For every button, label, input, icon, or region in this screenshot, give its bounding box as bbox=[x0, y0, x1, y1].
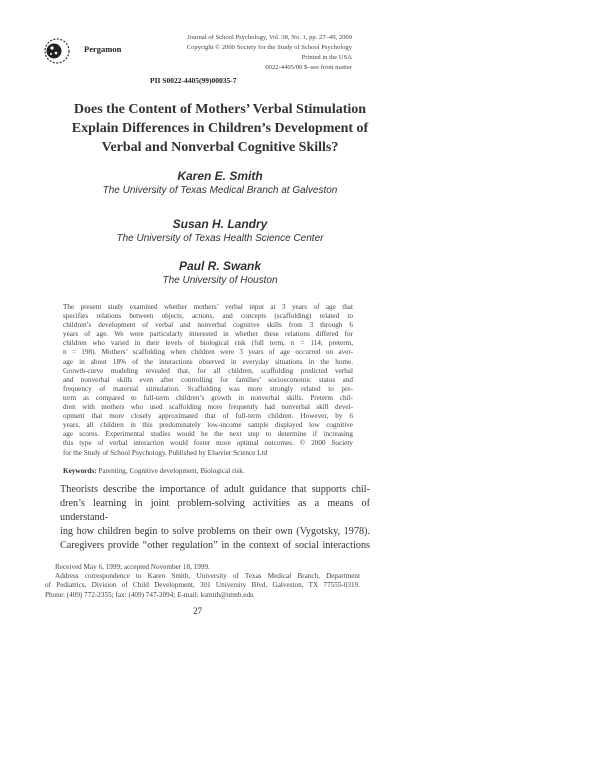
author-name: Susan H. Landry bbox=[172, 217, 268, 231]
abstract-line: years, all children in this predominately low-income sample displayed low cognitive bbox=[63, 421, 353, 430]
abstract-line: frequency of maternal stimulation. Scaffolding was more strongly related to pre- bbox=[63, 384, 353, 393]
body-line: dren’s learning in joint problem-solving activities as a means of understand- bbox=[60, 497, 370, 523]
abstract-line: specifies relations between objects, actions, and concepts (scaffolding) related to bbox=[63, 312, 353, 321]
abstract-line: term as compared to full-term children’s growth in nonverbal skills. Preterm chil- bbox=[63, 393, 353, 402]
abstract-line: age scores. Experimental studies would be the next step to determine if increasing bbox=[63, 430, 353, 439]
abstract-line: children who varied in their levels of biological risk (full term, n = 114; preterm, bbox=[63, 339, 353, 348]
journal-info bbox=[130, 33, 352, 73]
keywords bbox=[63, 467, 440, 476]
abstract-line: years of age. We were particularly interested in whether these relations differed for bbox=[63, 330, 353, 339]
copyright-line: Copyright © 2000 Society for the Study of School Psychology bbox=[186, 44, 352, 51]
body-line: Theorists describe the importance of adult guidance that supports chil- bbox=[60, 483, 370, 495]
body-text bbox=[60, 483, 370, 553]
abstract-line: n = 198). Mothers’ scaffolding when children were 3 years of age occurred on aver- bbox=[63, 348, 353, 357]
journal-citation: Journal of School Psychology, Vol. 38, No. 1, pp. 27–49, 2000 bbox=[187, 34, 352, 41]
author-name: Karen E. Smith bbox=[177, 169, 263, 183]
abstract-line: this type of verbal interaction would foster more optimal outcomes. © 2000 Society bbox=[63, 439, 353, 448]
correspondence-line: Address correspondence to Karen Smith, University of Texas Medical Branch, Department bbox=[55, 572, 360, 580]
keywords-label: Keywords: bbox=[63, 466, 97, 475]
author-affiliation: The University of Texas Health Science Center bbox=[116, 233, 324, 244]
abstract-line: children’s development of verbal and nonverbal cognitive skills from 3 through 6 bbox=[63, 321, 353, 330]
pergamon-logo bbox=[44, 36, 70, 66]
received-date: Received May 6, 1999; accepted November 18, 1999. bbox=[55, 562, 210, 571]
publisher-name: Pergamon bbox=[84, 44, 122, 54]
author-affiliation: The University of Houston bbox=[162, 275, 278, 286]
printed-line: Printed in the USA bbox=[301, 54, 352, 61]
pii-identifier: PII S0022-4405(99)00035-7 bbox=[150, 76, 237, 85]
paper-title bbox=[0, 100, 440, 157]
abstract-line: age in about 18% of the interactions observed in everyday situations in the home. bbox=[63, 357, 353, 366]
footnotes bbox=[45, 563, 360, 601]
contact-line: Phone: (409) 772-2355; fax: (409) 747-2094; E-mail: ksmith@utmb.edu bbox=[45, 590, 254, 599]
abstract-line: opment that more closely approximated that of full-term children. However, by 6 bbox=[63, 412, 353, 421]
abstract-line: for the Study of School Psychology. Published by Elsevier Science Ltd bbox=[63, 448, 268, 457]
body-line: ing how children begin to solve problems on their own (Vygotsky, 1978). bbox=[60, 525, 370, 537]
abstract bbox=[63, 303, 353, 458]
abstract-line: The present study examined whether mothers’ verbal input at 3 years of age that bbox=[63, 303, 353, 311]
abstract-line: and nonverbal skills even after controlling for families’ socioeconomic status and bbox=[63, 375, 353, 384]
abstract-line: Growth-curve modeling revealed that, for all children, scaffolding predicted verbal bbox=[63, 366, 353, 375]
title-line: Explain Differences in Children’s Development of bbox=[71, 121, 369, 136]
body-line: Caregivers provide “other regulation” in the context of social interactions bbox=[60, 539, 370, 551]
main-column bbox=[0, 100, 440, 617]
author-affiliation: The University of Texas Medical Branch at Galveston bbox=[102, 185, 338, 196]
keywords-value: Parenting, Cognitive development, Biological risk. bbox=[98, 466, 245, 475]
correspondence-line: of Pediatrics, Division of Child Development, 301 University Blvd, Galveston, TX 77555-0319. bbox=[45, 581, 360, 590]
title-line: Verbal and Nonverbal Cognitive Skills? bbox=[101, 140, 339, 155]
page-number: 27 bbox=[193, 606, 202, 617]
author-name: Paul R. Swank bbox=[178, 259, 262, 273]
issn-line: 0022-4405/00 $–see front matter bbox=[265, 64, 352, 71]
abstract-line: dren with mothers who used scaffolding more frequently had nonverbal skill devel- bbox=[63, 403, 353, 412]
title-line: Does the Content of Mothers’ Verbal Stimulation bbox=[73, 102, 367, 117]
